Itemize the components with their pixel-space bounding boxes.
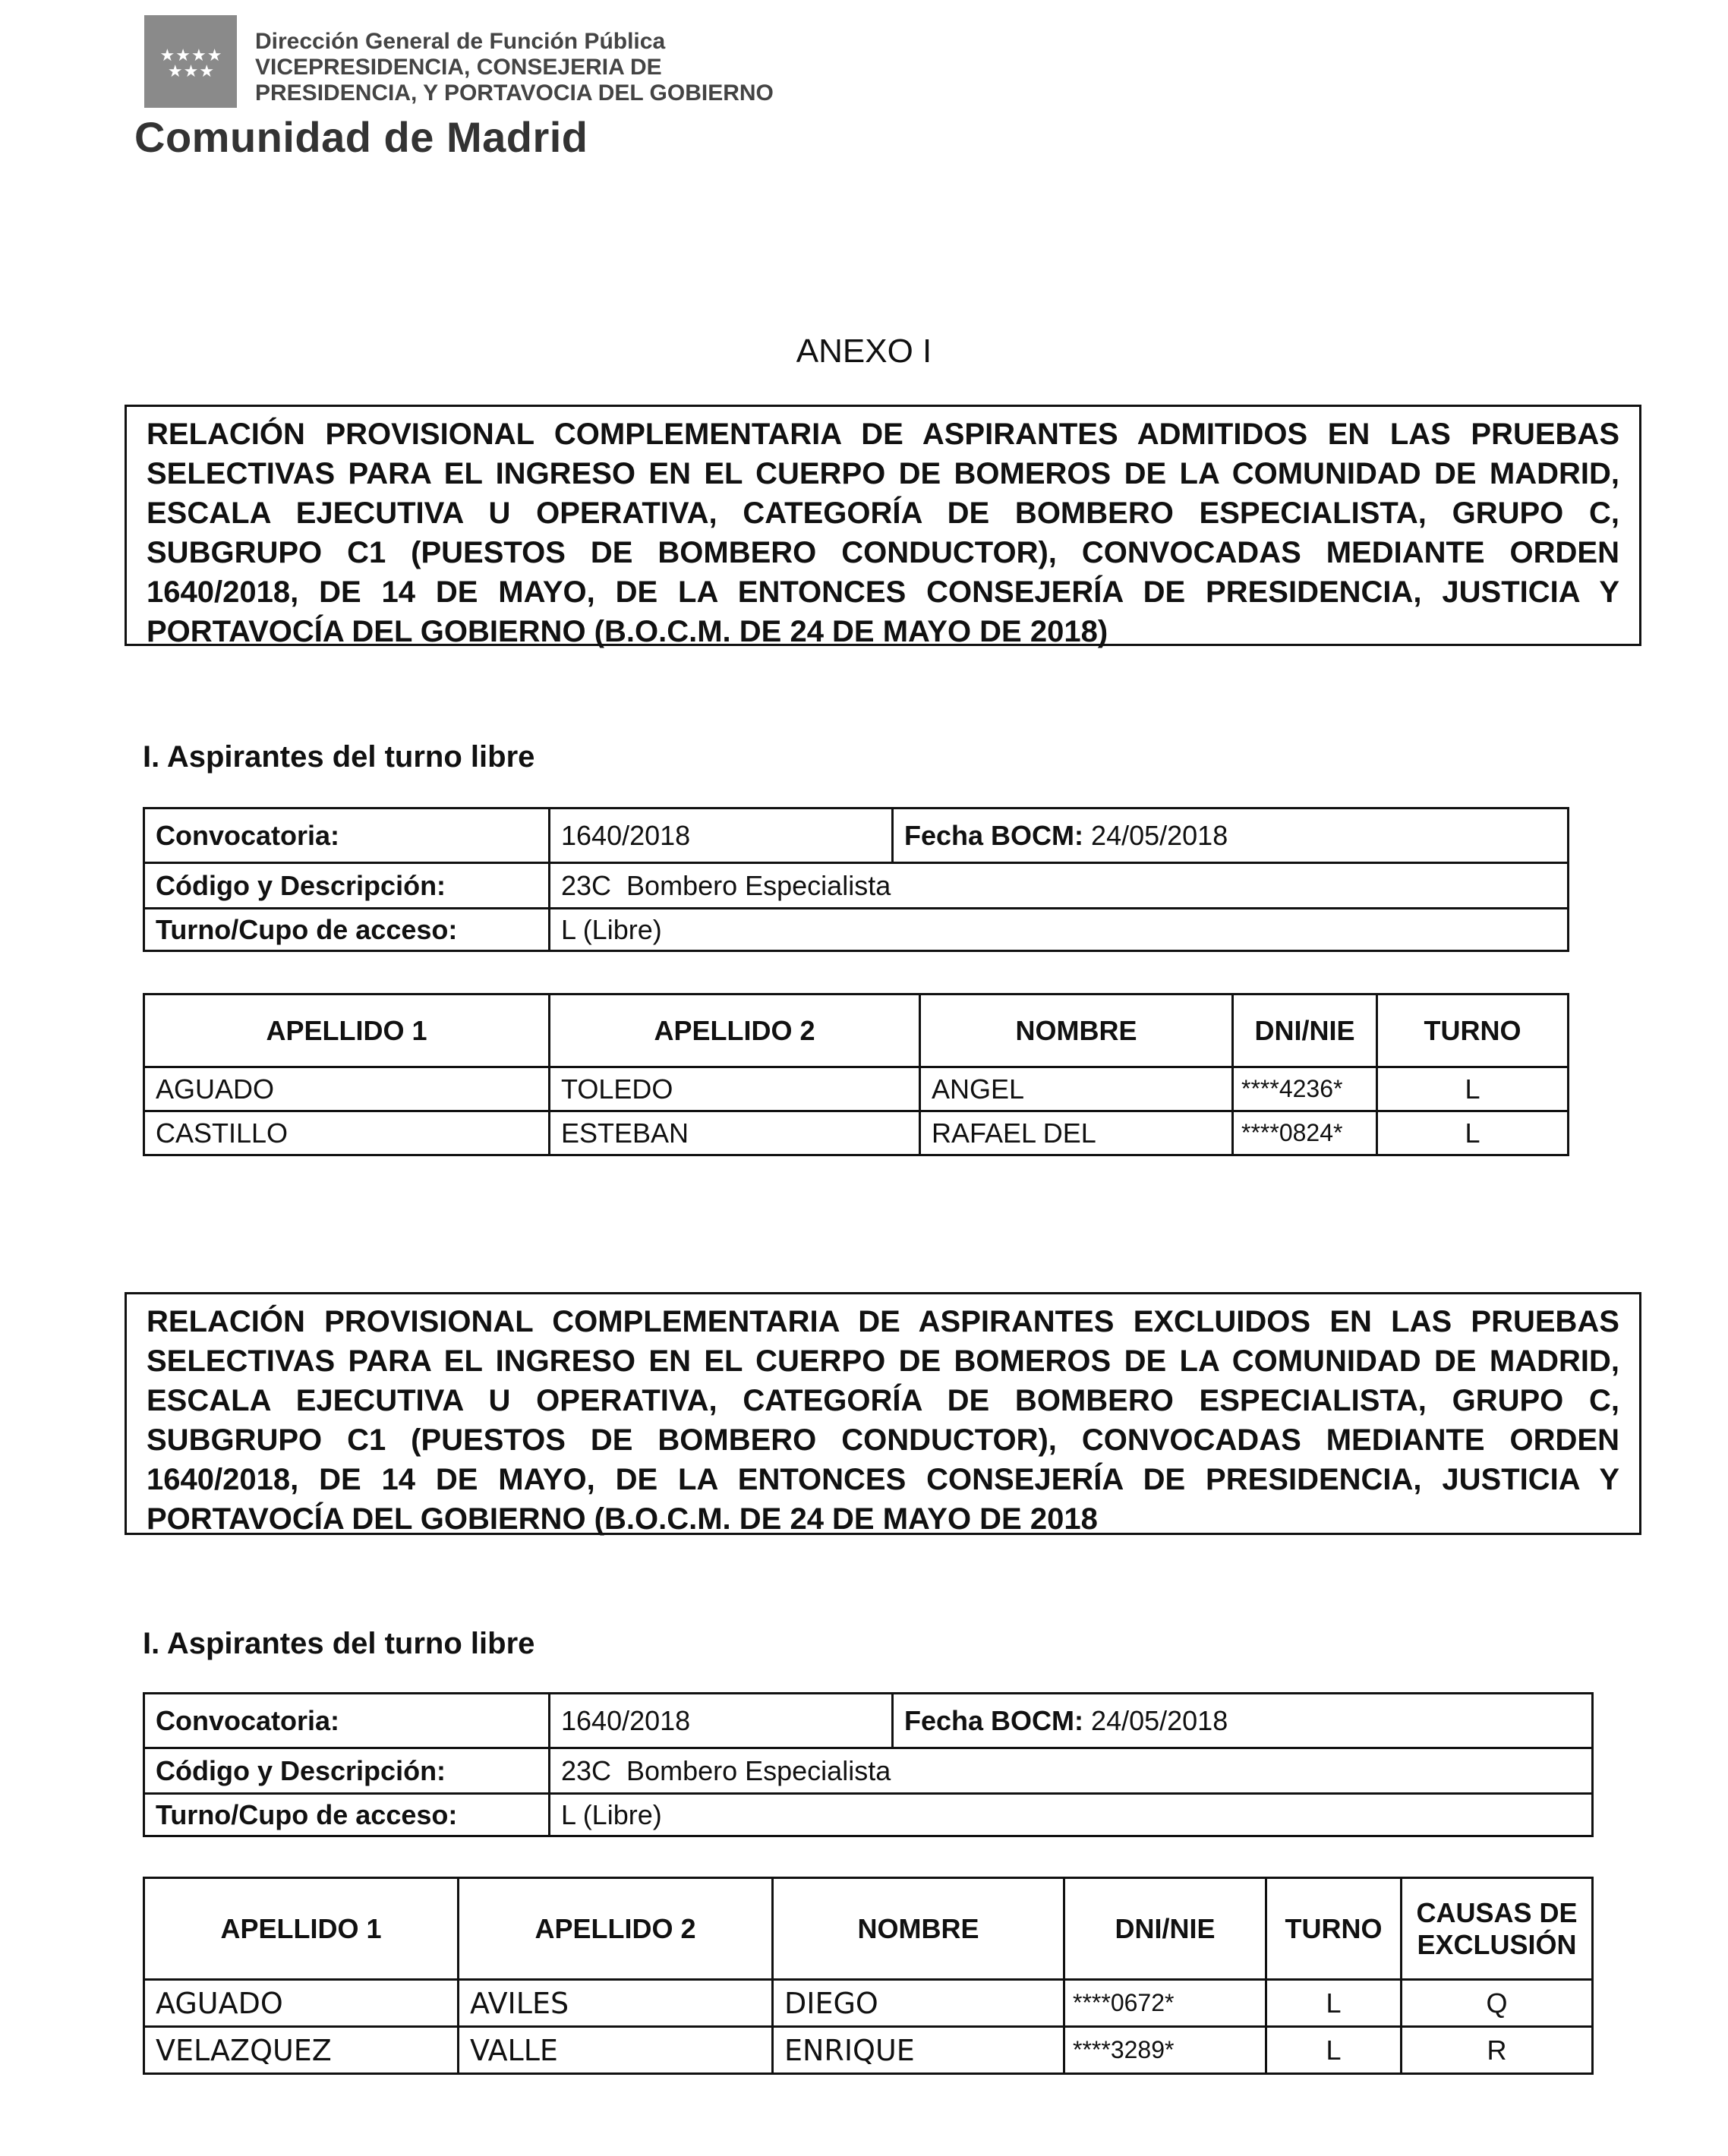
- apellido2-cell: ESTEBAN: [550, 1111, 920, 1155]
- nombre-cell: ANGEL: [920, 1067, 1233, 1111]
- column-header: NOMBRE: [773, 1878, 1064, 1980]
- apellido2-cell: TOLEDO: [550, 1067, 920, 1111]
- codigo-value: 23C Bombero Especialista: [550, 1748, 1593, 1794]
- convocatoria-value: 1640/2018: [550, 808, 893, 863]
- annex-title: ANEXO I: [796, 333, 932, 370]
- column-header: CAUSAS DE EXCLUSIÓN: [1402, 1878, 1593, 1980]
- convocatoria-value: 1640/2018: [550, 1694, 893, 1748]
- turno-cell: L: [1377, 1111, 1569, 1155]
- table-header-row: [144, 994, 1569, 1067]
- codigo-label: Código y Descripción:: [144, 863, 550, 909]
- admitted-section-heading: I. Aspirantes del turno libre: [143, 740, 535, 774]
- dni-cell: ****0824*: [1233, 1111, 1377, 1155]
- table-row: [144, 2027, 1593, 2074]
- excluded-info-table: [143, 1692, 1594, 1837]
- excluded-title-box: RELACIÓN PROVISIONAL COMPLEMENTARIA DE ASPIRANTES EXCLUIDOS EN LAS PRUEBAS SELECTIVAS PARA EL INGRESO EN EL CUERPO DE BOMEROS DE LA COMUNIDAD DE MADRID, ESCALA EJECUTIVA U OPERATIVA, CATEGORÍA DE BOMBERO ESPECIALISTA, GRUPO C, SUBGRUPO C1 (PUESTOS DE BOMBERO CONDUCTOR), CONVOCADAS MEDIANTE ORDEN 1640/2018, DE 14 DE MAYO, DE LA ENTONCES CONSEJERÍA DE PRESIDENCIA, JUSTICIA Y PORTAVOCÍA DEL GOBIERNO (B.O.C.M. DE 24 DE MAYO DE 2018: [125, 1292, 1641, 1535]
- brand-name: Comunidad de Madrid: [134, 113, 588, 161]
- admitted-title-box: RELACIÓN PROVISIONAL COMPLEMENTARIA DE ASPIRANTES ADMITIDOS EN LAS PRUEBAS SELECTIVAS PARA EL INGRESO EN EL CUERPO DE BOMEROS DE LA COMUNIDAD DE MADRID, ESCALA EJECUTIVA U OPERATIVA, CATEGORÍA DE BOMBERO ESPECIALISTA, GRUPO C, SUBGRUPO C1 (PUESTOS DE BOMBERO CONDUCTOR), CONVOCADAS MEDIANTE ORDEN 1640/2018, DE 14 DE MAYO, DE LA ENTONCES CONSEJERÍA DE PRESIDENCIA, JUSTICIA Y PORTAVOCÍA DEL GOBIERNO (B.O.C.M. DE 24 DE MAYO DE 2018): [125, 405, 1641, 646]
- turno-cell: L: [1266, 2027, 1402, 2074]
- column-header: APELLIDO 2: [459, 1878, 773, 1980]
- column-header: APELLIDO 1: [144, 994, 550, 1067]
- logo: [144, 15, 237, 108]
- table-row: [144, 1067, 1569, 1111]
- turno-label: Turno/Cupo de acceso:: [144, 909, 550, 951]
- column-header: APELLIDO 1: [144, 1878, 459, 1980]
- fecha-value: 24/05/2018: [1091, 819, 1228, 851]
- column-header: DNI/NIE: [1064, 1878, 1266, 1980]
- apellido2-cell: VALLE: [459, 2027, 773, 2074]
- org-line: VICEPRESIDENCIA, CONSEJERIA DE: [255, 55, 662, 80]
- table-row: [144, 1980, 1593, 2027]
- fecha-value: 24/05/2018: [1091, 1704, 1228, 1736]
- apellido1-cell: VELAZQUEZ: [144, 2027, 459, 2074]
- exclusion-cause-cell: Q: [1402, 1980, 1593, 2027]
- convocatoria-label: Convocatoria:: [144, 808, 550, 863]
- nombre-cell: ENRIQUE: [773, 2027, 1064, 2074]
- apellido1-cell: CASTILLO: [144, 1111, 550, 1155]
- fecha-label: Fecha BOCM:: [904, 1704, 1084, 1736]
- table-row: [144, 1111, 1569, 1155]
- nombre-cell: DIEGO: [773, 1980, 1064, 2027]
- logo-stars-icon: ★★★★ ★★★: [159, 46, 223, 80]
- column-header: TURNO: [1377, 994, 1569, 1067]
- fecha-cell: [893, 808, 1569, 863]
- fecha-label: Fecha BOCM:: [904, 819, 1084, 851]
- nombre-cell: RAFAEL DEL: [920, 1111, 1233, 1155]
- admitted-applicants-table: [143, 993, 1569, 1156]
- convocatoria-label: Convocatoria:: [144, 1694, 550, 1748]
- exclusion-cause-cell: R: [1402, 2027, 1593, 2074]
- dni-cell: ****4236*: [1233, 1067, 1377, 1111]
- org-line: Dirección General de Función Pública: [255, 29, 666, 54]
- org-line: PRESIDENCIA, Y PORTAVOCIA DEL GOBIERNO: [255, 80, 774, 106]
- codigo-label: Código y Descripción:: [144, 1748, 550, 1794]
- turno-cell: L: [1266, 1980, 1402, 2027]
- fecha-cell: [893, 1694, 1593, 1748]
- admitted-info-table: [143, 807, 1569, 952]
- dni-cell: ****0672*: [1064, 1980, 1266, 2027]
- turno-cell: L: [1377, 1067, 1569, 1111]
- dni-cell: ****3289*: [1064, 2027, 1266, 2074]
- excluded-section-heading: I. Aspirantes del turno libre: [143, 1627, 535, 1660]
- column-header: TURNO: [1266, 1878, 1402, 1980]
- column-header: NOMBRE: [920, 994, 1233, 1067]
- column-header: APELLIDO 2: [550, 994, 920, 1067]
- codigo-value: 23C Bombero Especialista: [550, 863, 1569, 909]
- excluded-applicants-table: [143, 1877, 1594, 2075]
- apellido1-cell: AGUADO: [144, 1980, 459, 2027]
- turno-value: L (Libre): [550, 1794, 1593, 1836]
- turno-value: L (Libre): [550, 909, 1569, 951]
- org-name: [255, 29, 774, 106]
- apellido2-cell: AVILES: [459, 1980, 773, 2027]
- apellido1-cell: AGUADO: [144, 1067, 550, 1111]
- table-header-row: [144, 1878, 1593, 1980]
- column-header: DNI/NIE: [1233, 994, 1377, 1067]
- turno-label: Turno/Cupo de acceso:: [144, 1794, 550, 1836]
